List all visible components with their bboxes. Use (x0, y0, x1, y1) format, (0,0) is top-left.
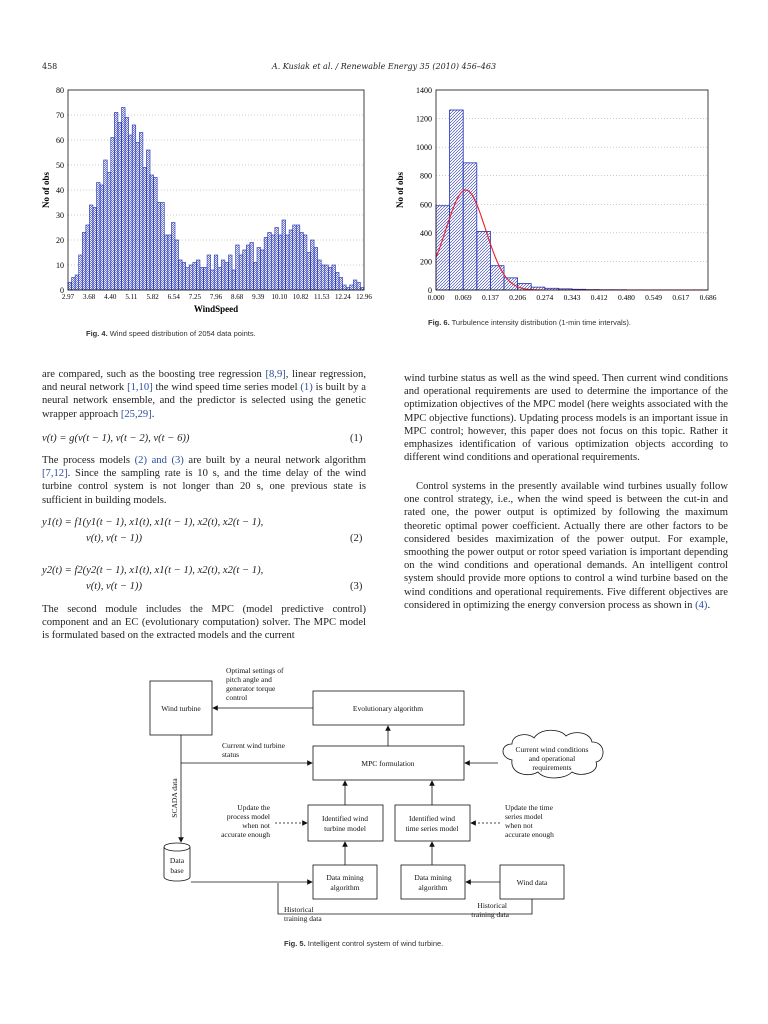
x-tick-label: 5.82 (146, 293, 159, 301)
histogram-bar (196, 260, 200, 290)
y-tick-label: 10 (56, 261, 64, 270)
x-tick-label: 6.54 (167, 293, 180, 301)
histogram-bar (293, 225, 297, 290)
histogram-bar (189, 265, 193, 290)
update-process-label-2: process model (226, 812, 270, 821)
histogram-bar (86, 225, 90, 290)
histogram-bar (350, 285, 354, 290)
histogram-bar (146, 150, 150, 290)
histogram-bar (286, 235, 290, 290)
x-tick-label: 0.343 (563, 293, 581, 302)
x-tick-label: 4.40 (104, 293, 117, 301)
histogram-bar (357, 283, 361, 291)
histogram-bar (207, 255, 211, 290)
histogram-bar (477, 231, 491, 290)
equation-2-line-1: y1(t) = f1(y1(t − 1), x1(t), x1(t − 1), x2(t), x2(t − 1), (42, 517, 264, 528)
histogram-bar (268, 233, 272, 291)
histogram-bar (175, 240, 179, 290)
histogram-bar (243, 250, 247, 290)
histogram-bar (232, 270, 236, 290)
histogram-bar (303, 235, 307, 290)
equation-1: v(t) = g(v(t − 1), v(t − 2), v(t − 6)) (42, 433, 190, 444)
identified-wt-label-1: Identified wind (321, 814, 369, 823)
identified-wt-box (308, 805, 383, 841)
histogram-bar (264, 238, 268, 291)
histogram-bar (239, 255, 243, 290)
histogram-bar (136, 143, 140, 291)
x-tick-label: 0.686 (699, 293, 717, 302)
x-tick-label: 0.549 (645, 293, 663, 302)
y-axis-label: No of obs (41, 171, 51, 209)
wind-data-label: Wind data (516, 878, 548, 887)
right-para-2: Control systems in the presently available wind turbines usually follow one control strategy, i.e., when the wind speed is between the cut-in and rated one, the power output is optimized by following the maximum theoretic optimal power coefficient. Actually there are other factors to be considered besides maximization of the power output. For example, smoothing the power output or rotor speed variation is important depending on the wind conditions and operational demands. An intelligent control system should provide more options to control a wind turbine based on the wind conditions and operational requirements. Five different objectives are considered in optimizing the energy conversion process as shown in (4). (404, 481, 728, 611)
histogram-bar (154, 178, 158, 291)
running-header: A. Kusiak et al. / Renewable Energy 35 (2010) 456–463 (271, 62, 497, 71)
eq-link[interactable]: (2) and (3) (134, 455, 184, 466)
fig4-caption: Fig. 4. Wind speed distribution of 2054 data points. (86, 329, 256, 338)
cloud-label-3: requirements (532, 763, 572, 772)
histogram-bar (311, 240, 315, 290)
histogram-bar (504, 278, 518, 290)
y-tick-label: 70 (56, 111, 64, 120)
histogram-bar (275, 228, 279, 291)
x-tick-label: 0.412 (590, 293, 608, 302)
y-tick-label: 600 (420, 200, 432, 210)
x-tick-label: 0.069 (454, 293, 472, 302)
histogram-bar (121, 108, 125, 291)
histogram-bar (143, 168, 147, 291)
histogram-bar (278, 235, 282, 290)
histogram-bar (204, 268, 208, 291)
page-number: 458 (42, 62, 58, 71)
ref-link[interactable]: [7,12] (42, 468, 68, 480)
histogram-bar (150, 175, 154, 290)
histogram-bar (82, 233, 86, 291)
histogram-bar (132, 125, 136, 290)
identified-ts-label-1: Identified wind (408, 814, 456, 823)
histogram-bar (463, 163, 477, 290)
y-tick-label: 400 (420, 228, 432, 238)
x-tick-label: 0.617 (672, 293, 690, 302)
dm2-label-2: algorithm (418, 883, 448, 892)
histogram-bar (296, 225, 300, 290)
update-process-label-3: when not (242, 821, 270, 830)
histogram-bar (97, 183, 101, 291)
x-tick-label: 12.24 (334, 293, 351, 301)
equation-3-number: (3) (350, 581, 363, 592)
histogram-bar (353, 280, 357, 290)
hist2-label-1: Historical (477, 901, 507, 910)
x-tick-label: 7.25 (188, 293, 201, 301)
cloud-label-1: Current wind conditions (515, 745, 589, 754)
evolutionary-label: Evolutionary algorithm (352, 704, 424, 713)
histogram-bar (93, 208, 97, 291)
histogram-bar (125, 118, 129, 291)
histogram-bar (193, 263, 197, 291)
equation-1-number: (1) (350, 433, 363, 444)
optimal-label-1: Optimal settings of (226, 666, 284, 675)
ref-link[interactable]: [8,9] (265, 369, 286, 380)
hist1-label-2: training data (284, 914, 322, 923)
x-tick-label: 7.96 (209, 293, 223, 301)
y-tick-label: 0 (428, 286, 432, 295)
eq-link[interactable]: (4) (695, 599, 708, 611)
x-tick-label: 3.68 (83, 293, 96, 301)
histogram-bar (218, 268, 222, 291)
histogram-bar (89, 205, 93, 290)
histogram-bar (343, 285, 347, 290)
histogram-bar (228, 255, 232, 290)
optimal-label-3: generator torque (226, 684, 276, 693)
database-label-1: Data (169, 856, 185, 865)
histogram-bar (246, 245, 250, 290)
x-tick-label: 0.000 (427, 293, 445, 302)
histogram-bar (72, 278, 76, 291)
histogram-bar (321, 265, 325, 290)
update-time-label-4: accurate enough (505, 830, 554, 839)
update-time-label-2: series model (505, 812, 543, 821)
x-tick-label: 0.206 (509, 293, 527, 302)
histogram-bar (325, 265, 329, 290)
dm1-label-2: algorithm (330, 883, 360, 892)
histogram-bar (271, 235, 275, 290)
update-time-label-3: when not (505, 821, 533, 830)
equation-3-line-1: y2(t) = f2(y2(t − 1), x1(t), x1(t − 1), x2(t), x2(t − 1), (42, 565, 264, 576)
optimal-label-4: control (226, 693, 248, 702)
x-tick-label: 5.11 (125, 293, 138, 301)
x-tick-label: 11.53 (313, 293, 330, 301)
histogram-bar (118, 123, 122, 291)
control-system-diagram (0, 660, 768, 940)
histogram-bar (161, 203, 165, 291)
equation-2-number: (2) (350, 533, 363, 544)
histogram-bar (214, 255, 218, 290)
histogram-bar (200, 268, 204, 291)
y-tick-label: 1400 (416, 86, 432, 95)
histogram-bar (164, 235, 168, 290)
histogram-bar (335, 273, 339, 291)
histogram-bar (221, 260, 225, 290)
histogram-bar (179, 260, 183, 290)
status-label-1: Current wind turbine (222, 741, 285, 750)
fig6-caption: Fig. 6. Turbulence intensity distribution (1-min time intervals). (428, 318, 631, 327)
identified-ts-label-2: time series model (405, 824, 459, 833)
eq-link[interactable]: (1) (300, 382, 313, 394)
histogram-bar (186, 268, 190, 291)
identified-wt-label-2: turbine model (324, 824, 366, 833)
x-tick-label: 10.82 (292, 293, 309, 301)
y-tick-label: 1000 (416, 143, 432, 153)
histogram-bar (225, 263, 229, 291)
histogram-bar (318, 260, 322, 290)
histogram-bar (104, 160, 108, 290)
histogram-bar (328, 268, 332, 291)
turbulence-histogram (392, 82, 717, 308)
database-label-2: base (170, 866, 184, 875)
histogram-bar (139, 133, 143, 291)
histogram-bar (253, 263, 257, 291)
equation-2-line-2: v(t), v(t − 1)) (86, 533, 142, 544)
dm1-box (313, 865, 377, 899)
status-label-2: status (222, 750, 240, 759)
histogram-bar (182, 263, 186, 291)
histogram-bar (171, 223, 175, 291)
cloud-label-2: and operational (528, 754, 576, 763)
histogram-bar (339, 278, 343, 291)
y-tick-label: 800 (420, 171, 432, 181)
x-tick-label: 9.39 (252, 293, 265, 301)
histogram-bar (436, 206, 450, 290)
histogram-bar (332, 265, 336, 290)
y-tick-label: 200 (420, 257, 432, 267)
histogram-bar (100, 185, 104, 290)
histogram-bar (114, 113, 118, 291)
mpc-label: MPC formulation (361, 759, 415, 768)
histogram-bar (68, 283, 72, 291)
y-tick-label: 1200 (416, 114, 432, 124)
fig5-caption: Fig. 5. Intelligent control system of wind turbine. (284, 939, 444, 948)
y-tick-label: 40 (56, 186, 64, 195)
histogram-bar (314, 248, 318, 291)
y-tick-label: 30 (56, 211, 64, 220)
right-para-1: wind turbine status as well as the wind speed. Then current wind conditions and operational requirements are used to determine the importance of the optimization objectives of the MPC model (here weights associated with the MPC objective functions). Updating process models is an important issue in MPC control; however, this paper does not focus on this topic. Rather it emphasizes identification of various optimization objects according to different wind conditions and operational requirements. (404, 373, 728, 464)
y-tick-label: 80 (56, 86, 64, 95)
histogram-bar (129, 135, 133, 290)
ref-link[interactable]: [1,10] (127, 382, 153, 394)
y-tick-label: 60 (56, 136, 64, 145)
histogram-bar (111, 138, 115, 291)
left-para-2: The process models (2) and (3) are built by a neural network algorithm [7,12]. Since the sampling rate is 10 s, and the time delay of the wind turbine control system is not longer than 20 s, one previous state is sufficient in building models. (42, 455, 366, 506)
histogram-bar (261, 250, 265, 290)
histogram-bar (282, 220, 286, 290)
histogram-bar (257, 248, 261, 291)
update-time-label-1: Update the time (505, 803, 553, 812)
dm1-label-1: Data mining (326, 873, 364, 882)
histogram-bar (300, 233, 304, 291)
histogram-bar (490, 266, 504, 290)
left-para-3: The second module includes the MPC (model predictive control) component and an EC (evolutionary computation) solver. The MPC model is formulated based on the extracted models and the current (42, 604, 366, 642)
scada-label: SCADA data (170, 778, 179, 818)
histogram-bar (236, 245, 240, 290)
hist2-label-2: training data (471, 910, 509, 919)
hist1-label-1: Historical (284, 905, 314, 914)
histogram-bar (157, 203, 161, 291)
x-tick-label: 0.480 (617, 293, 635, 302)
optimal-label-2: pitch angle and (226, 675, 272, 684)
histogram-bar (307, 253, 311, 291)
histogram-bar (168, 235, 172, 290)
x-axis-label: WindSpeed (193, 304, 239, 314)
x-tick-label: 8.68 (231, 293, 244, 301)
wind-turbine-label: Wind turbine (161, 704, 201, 713)
update-process-label-1: Update the (237, 803, 270, 812)
y-tick-label: 0 (60, 286, 64, 295)
left-para-1: are compared, such as the boosting tree regression [8,9], linear regression, and neural network [1,10] the wind speed time series model (1) is built by a neural network ensemble, and the predictor is selected using the genetic wrapper approach [25,29]. (42, 369, 366, 420)
dm2-label-1: Data mining (414, 873, 452, 882)
histogram-bar (75, 275, 79, 290)
y-tick-label: 20 (56, 236, 64, 245)
x-tick-label: 0.274 (536, 293, 554, 302)
dm2-box (401, 865, 465, 899)
histogram-bar (107, 173, 111, 291)
x-tick-label: 10.10 (271, 293, 288, 301)
x-tick-label: 0.137 (481, 293, 499, 302)
histogram-bar (211, 270, 215, 290)
update-process-label-4: accurate enough (221, 830, 270, 839)
x-tick-label: 2.97 (61, 293, 75, 301)
wind-speed-histogram (36, 82, 376, 318)
histogram-bar (79, 255, 83, 290)
ref-link[interactable]: [25,29] (120, 408, 152, 420)
y-axis-label: No of obs (395, 171, 405, 209)
histogram-bar (250, 243, 254, 291)
equation-3-line-2: v(t), v(t − 1)) (86, 581, 142, 592)
x-tick-label: 12.96 (356, 293, 372, 301)
y-tick-label: 50 (56, 161, 64, 170)
identified-ts-box (395, 805, 470, 841)
histogram-bar (289, 230, 293, 290)
